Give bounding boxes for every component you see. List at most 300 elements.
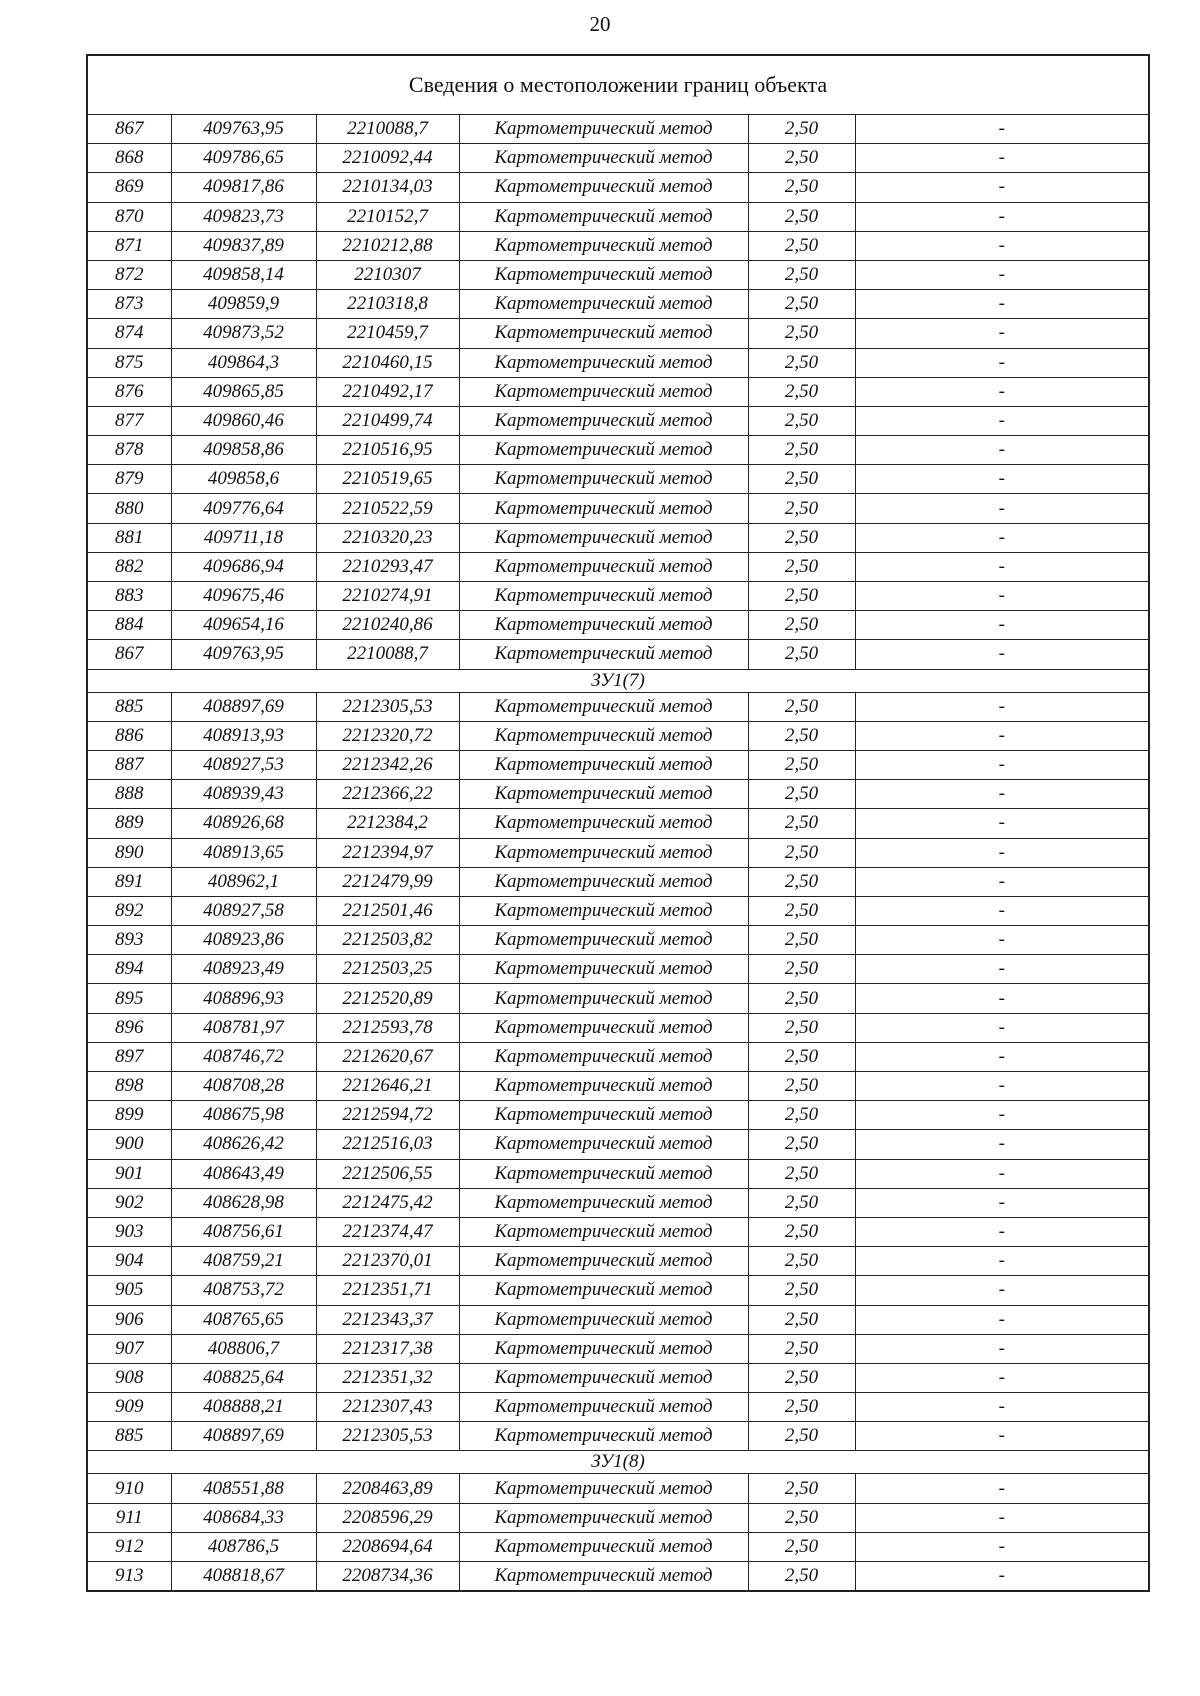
- y-coordinate-cell: 2210293,47: [316, 552, 459, 581]
- method-cell: Картометрический метод: [459, 640, 748, 669]
- table-row: [87, 231, 1149, 260]
- accuracy-cell: 2,50: [748, 611, 855, 640]
- table-row: [87, 1101, 1149, 1130]
- y-coordinate-cell: 2212593,78: [316, 1013, 459, 1042]
- table-row: [87, 692, 1149, 721]
- point-number-cell: 910: [87, 1474, 171, 1503]
- x-coordinate-cell: 408939,43: [171, 780, 316, 809]
- method-cell: Картометрический метод: [459, 1305, 748, 1334]
- table-row: [87, 1305, 1149, 1334]
- note-cell: -: [855, 173, 1149, 202]
- accuracy-cell: 2,50: [748, 231, 855, 260]
- method-cell: Картометрический метод: [459, 260, 748, 289]
- point-number-cell: 873: [87, 290, 171, 319]
- point-number-cell: 901: [87, 1159, 171, 1188]
- table-row: [87, 465, 1149, 494]
- y-coordinate-cell: 2210522,59: [316, 494, 459, 523]
- point-number-cell: 874: [87, 319, 171, 348]
- x-coordinate-cell: 408818,67: [171, 1562, 316, 1592]
- method-cell: Картометрический метод: [459, 115, 748, 144]
- point-number-cell: 898: [87, 1072, 171, 1101]
- table-row: [87, 1532, 1149, 1561]
- y-coordinate-cell: 2210499,74: [316, 406, 459, 435]
- note-cell: -: [855, 319, 1149, 348]
- note-cell: -: [855, 582, 1149, 611]
- method-cell: Картометрический метод: [459, 494, 748, 523]
- note-cell: -: [855, 523, 1149, 552]
- x-coordinate-cell: 409675,46: [171, 582, 316, 611]
- method-cell: Картометрический метод: [459, 926, 748, 955]
- table-row: [87, 348, 1149, 377]
- x-coordinate-cell: 409776,64: [171, 494, 316, 523]
- note-cell: -: [855, 896, 1149, 925]
- method-cell: Картометрический метод: [459, 1562, 748, 1592]
- note-cell: -: [855, 984, 1149, 1013]
- accuracy-cell: 2,50: [748, 780, 855, 809]
- x-coordinate-cell: 409786,65: [171, 144, 316, 173]
- point-number-cell: 900: [87, 1130, 171, 1159]
- y-coordinate-cell: 2212594,72: [316, 1101, 459, 1130]
- accuracy-cell: 2,50: [748, 260, 855, 289]
- accuracy-cell: 2,50: [748, 523, 855, 552]
- accuracy-cell: 2,50: [748, 1013, 855, 1042]
- method-cell: Картометрический метод: [459, 611, 748, 640]
- x-coordinate-cell: 408675,98: [171, 1101, 316, 1130]
- x-coordinate-cell: 408628,98: [171, 1188, 316, 1217]
- table-row: [87, 319, 1149, 348]
- method-cell: Картометрический метод: [459, 582, 748, 611]
- y-coordinate-cell: 2210212,88: [316, 231, 459, 260]
- y-coordinate-cell: 2208463,89: [316, 1474, 459, 1503]
- method-cell: Картометрический метод: [459, 955, 748, 984]
- note-cell: -: [855, 1217, 1149, 1246]
- point-number-cell: 870: [87, 202, 171, 231]
- note-cell: -: [855, 465, 1149, 494]
- table-body: [87, 55, 1149, 1591]
- point-number-cell: 902: [87, 1188, 171, 1217]
- note-cell: -: [855, 260, 1149, 289]
- note-cell: -: [855, 867, 1149, 896]
- point-number-cell: 892: [87, 896, 171, 925]
- accuracy-cell: 2,50: [748, 1217, 855, 1246]
- table-row: [87, 552, 1149, 581]
- x-coordinate-cell: 409865,85: [171, 377, 316, 406]
- y-coordinate-cell: 2210274,91: [316, 582, 459, 611]
- y-coordinate-cell: 2210318,8: [316, 290, 459, 319]
- y-coordinate-cell: 2210240,86: [316, 611, 459, 640]
- table-row: [87, 1562, 1149, 1592]
- method-cell: Картометрический метод: [459, 867, 748, 896]
- accuracy-cell: 2,50: [748, 1305, 855, 1334]
- x-coordinate-cell: 408759,21: [171, 1247, 316, 1276]
- y-coordinate-cell: 2212503,82: [316, 926, 459, 955]
- note-cell: -: [855, 1247, 1149, 1276]
- note-cell: -: [855, 348, 1149, 377]
- x-coordinate-cell: 408643,49: [171, 1159, 316, 1188]
- note-cell: -: [855, 1562, 1149, 1592]
- y-coordinate-cell: 2210152,7: [316, 202, 459, 231]
- table-row: [87, 290, 1149, 319]
- point-number-cell: 893: [87, 926, 171, 955]
- table-row: [87, 1159, 1149, 1188]
- point-number-cell: 905: [87, 1276, 171, 1305]
- table-row: [87, 780, 1149, 809]
- y-coordinate-cell: 2208734,36: [316, 1562, 459, 1592]
- y-coordinate-cell: 2212516,03: [316, 1130, 459, 1159]
- x-coordinate-cell: 409858,86: [171, 436, 316, 465]
- y-coordinate-cell: 2212374,47: [316, 1217, 459, 1246]
- table-row: [87, 1188, 1149, 1217]
- accuracy-cell: 2,50: [748, 1276, 855, 1305]
- table-row: [87, 436, 1149, 465]
- y-coordinate-cell: 2212501,46: [316, 896, 459, 925]
- table-row: [87, 721, 1149, 750]
- point-number-cell: 888: [87, 780, 171, 809]
- point-number-cell: 880: [87, 494, 171, 523]
- note-cell: -: [855, 926, 1149, 955]
- y-coordinate-cell: 2212370,01: [316, 1247, 459, 1276]
- method-cell: Картометрический метод: [459, 552, 748, 581]
- note-cell: -: [855, 1101, 1149, 1130]
- x-coordinate-cell: 409859,9: [171, 290, 316, 319]
- method-cell: Картометрический метод: [459, 1276, 748, 1305]
- table-row: [87, 838, 1149, 867]
- note-cell: -: [855, 692, 1149, 721]
- accuracy-cell: 2,50: [748, 1159, 855, 1188]
- x-coordinate-cell: 408913,65: [171, 838, 316, 867]
- point-number-cell: 879: [87, 465, 171, 494]
- x-coordinate-cell: 409654,16: [171, 611, 316, 640]
- note-cell: -: [855, 1474, 1149, 1503]
- note-cell: -: [855, 611, 1149, 640]
- accuracy-cell: 2,50: [748, 173, 855, 202]
- note-cell: -: [855, 721, 1149, 750]
- note-cell: -: [855, 1532, 1149, 1561]
- table-row: [87, 640, 1149, 669]
- x-coordinate-cell: 408927,53: [171, 750, 316, 779]
- note-cell: -: [855, 115, 1149, 144]
- table-row: [87, 1393, 1149, 1422]
- accuracy-cell: 2,50: [748, 838, 855, 867]
- method-cell: Картометрический метод: [459, 1159, 748, 1188]
- note-cell: -: [855, 750, 1149, 779]
- x-coordinate-cell: 408746,72: [171, 1042, 316, 1071]
- x-coordinate-cell: 408927,58: [171, 896, 316, 925]
- table-row: [87, 1503, 1149, 1532]
- boundary-coordinates-table: [86, 54, 1150, 1592]
- accuracy-cell: 2,50: [748, 582, 855, 611]
- y-coordinate-cell: 2208694,64: [316, 1532, 459, 1561]
- table-row: [87, 984, 1149, 1013]
- method-cell: Картометрический метод: [459, 984, 748, 1013]
- x-coordinate-cell: 408753,72: [171, 1276, 316, 1305]
- method-cell: Картометрический метод: [459, 1130, 748, 1159]
- y-coordinate-cell: 2212320,72: [316, 721, 459, 750]
- y-coordinate-cell: 2210459,7: [316, 319, 459, 348]
- point-number-cell: 891: [87, 867, 171, 896]
- x-coordinate-cell: 409823,73: [171, 202, 316, 231]
- method-cell: Картометрический метод: [459, 377, 748, 406]
- y-coordinate-cell: 2212366,22: [316, 780, 459, 809]
- accuracy-cell: 2,50: [748, 115, 855, 144]
- y-coordinate-cell: 2212305,53: [316, 692, 459, 721]
- method-cell: Картометрический метод: [459, 1188, 748, 1217]
- point-number-cell: 867: [87, 640, 171, 669]
- x-coordinate-cell: 409858,14: [171, 260, 316, 289]
- point-number-cell: 897: [87, 1042, 171, 1071]
- method-cell: Картометрический метод: [459, 721, 748, 750]
- y-coordinate-cell: 2212506,55: [316, 1159, 459, 1188]
- accuracy-cell: 2,50: [748, 1503, 855, 1532]
- method-cell: Картометрический метод: [459, 436, 748, 465]
- x-coordinate-cell: 408684,33: [171, 1503, 316, 1532]
- method-cell: Картометрический метод: [459, 1042, 748, 1071]
- x-coordinate-cell: 408923,86: [171, 926, 316, 955]
- table-row: [87, 611, 1149, 640]
- y-coordinate-cell: 2212351,71: [316, 1276, 459, 1305]
- x-coordinate-cell: 409763,95: [171, 115, 316, 144]
- section-label: ЗУ1(8): [87, 1451, 1149, 1474]
- accuracy-cell: 2,50: [748, 1072, 855, 1101]
- table-row: [87, 867, 1149, 896]
- x-coordinate-cell: 408765,65: [171, 1305, 316, 1334]
- point-number-cell: 896: [87, 1013, 171, 1042]
- method-cell: Картометрический метод: [459, 1503, 748, 1532]
- x-coordinate-cell: 409763,95: [171, 640, 316, 669]
- table-title: Сведения о местоположении границ объекта: [87, 55, 1149, 115]
- y-coordinate-cell: 2210088,7: [316, 640, 459, 669]
- accuracy-cell: 2,50: [748, 1042, 855, 1071]
- method-cell: Картометрический метод: [459, 202, 748, 231]
- accuracy-cell: 2,50: [748, 348, 855, 377]
- note-cell: -: [855, 290, 1149, 319]
- point-number-cell: 872: [87, 260, 171, 289]
- accuracy-cell: 2,50: [748, 552, 855, 581]
- table-row: [87, 377, 1149, 406]
- method-cell: Картометрический метод: [459, 750, 748, 779]
- x-coordinate-cell: 408551,88: [171, 1474, 316, 1503]
- y-coordinate-cell: 2212394,97: [316, 838, 459, 867]
- accuracy-cell: 2,50: [748, 1101, 855, 1130]
- point-number-cell: 908: [87, 1363, 171, 1392]
- note-cell: -: [855, 406, 1149, 435]
- accuracy-cell: 2,50: [748, 290, 855, 319]
- point-number-cell: 907: [87, 1334, 171, 1363]
- note-cell: -: [855, 494, 1149, 523]
- point-number-cell: 913: [87, 1562, 171, 1592]
- note-cell: -: [855, 1013, 1149, 1042]
- accuracy-cell: 2,50: [748, 319, 855, 348]
- y-coordinate-cell: 2212305,53: [316, 1422, 459, 1451]
- x-coordinate-cell: 408926,68: [171, 809, 316, 838]
- accuracy-cell: 2,50: [748, 750, 855, 779]
- table-row: [87, 202, 1149, 231]
- x-coordinate-cell: 408896,93: [171, 984, 316, 1013]
- point-number-cell: 906: [87, 1305, 171, 1334]
- method-cell: Картометрический метод: [459, 1101, 748, 1130]
- method-cell: Картометрический метод: [459, 406, 748, 435]
- note-cell: -: [855, 1188, 1149, 1217]
- table-row: [87, 1130, 1149, 1159]
- method-cell: Картометрический метод: [459, 1013, 748, 1042]
- accuracy-cell: 2,50: [748, 867, 855, 896]
- point-number-cell: 876: [87, 377, 171, 406]
- accuracy-cell: 2,50: [748, 202, 855, 231]
- method-cell: Картометрический метод: [459, 1072, 748, 1101]
- method-cell: Картометрический метод: [459, 896, 748, 925]
- x-coordinate-cell: 408897,69: [171, 1422, 316, 1451]
- accuracy-cell: 2,50: [748, 721, 855, 750]
- accuracy-cell: 2,50: [748, 1562, 855, 1592]
- note-cell: -: [855, 1130, 1149, 1159]
- section-header-row: [87, 1451, 1149, 1474]
- point-number-cell: 903: [87, 1217, 171, 1246]
- table-row: [87, 1042, 1149, 1071]
- point-number-cell: 899: [87, 1101, 171, 1130]
- y-coordinate-cell: 2210516,95: [316, 436, 459, 465]
- x-coordinate-cell: 408897,69: [171, 692, 316, 721]
- accuracy-cell: 2,50: [748, 1188, 855, 1217]
- note-cell: -: [855, 955, 1149, 984]
- y-coordinate-cell: 2212317,38: [316, 1334, 459, 1363]
- point-number-cell: 877: [87, 406, 171, 435]
- accuracy-cell: 2,50: [748, 640, 855, 669]
- table-row: [87, 1474, 1149, 1503]
- method-cell: Картометрический метод: [459, 809, 748, 838]
- method-cell: Картометрический метод: [459, 231, 748, 260]
- point-number-cell: 878: [87, 436, 171, 465]
- table-row: [87, 1422, 1149, 1451]
- y-coordinate-cell: 2210088,7: [316, 115, 459, 144]
- table-row: [87, 494, 1149, 523]
- point-number-cell: 885: [87, 692, 171, 721]
- table-row: [87, 1013, 1149, 1042]
- x-coordinate-cell: 409873,52: [171, 319, 316, 348]
- x-coordinate-cell: 409711,18: [171, 523, 316, 552]
- note-cell: -: [855, 1305, 1149, 1334]
- note-cell: -: [855, 1159, 1149, 1188]
- accuracy-cell: 2,50: [748, 1363, 855, 1392]
- point-number-cell: 890: [87, 838, 171, 867]
- x-coordinate-cell: 408825,64: [171, 1363, 316, 1392]
- x-coordinate-cell: 408806,7: [171, 1334, 316, 1363]
- y-coordinate-cell: 2212351,32: [316, 1363, 459, 1392]
- table-row: [87, 1072, 1149, 1101]
- y-coordinate-cell: 2212475,42: [316, 1188, 459, 1217]
- x-coordinate-cell: 409860,46: [171, 406, 316, 435]
- note-cell: -: [855, 1276, 1149, 1305]
- accuracy-cell: 2,50: [748, 1532, 855, 1561]
- point-number-cell: 909: [87, 1393, 171, 1422]
- accuracy-cell: 2,50: [748, 809, 855, 838]
- point-number-cell: 867: [87, 115, 171, 144]
- accuracy-cell: 2,50: [748, 1334, 855, 1363]
- note-cell: -: [855, 780, 1149, 809]
- method-cell: Картометрический метод: [459, 290, 748, 319]
- accuracy-cell: 2,50: [748, 436, 855, 465]
- point-number-cell: 884: [87, 611, 171, 640]
- method-cell: Картометрический метод: [459, 523, 748, 552]
- accuracy-cell: 2,50: [748, 144, 855, 173]
- x-coordinate-cell: 409858,6: [171, 465, 316, 494]
- note-cell: -: [855, 838, 1149, 867]
- accuracy-cell: 2,50: [748, 406, 855, 435]
- note-cell: -: [855, 1503, 1149, 1532]
- point-number-cell: 895: [87, 984, 171, 1013]
- point-number-cell: 875: [87, 348, 171, 377]
- y-coordinate-cell: 2212343,37: [316, 1305, 459, 1334]
- table-row: [87, 144, 1149, 173]
- method-cell: Картометрический метод: [459, 144, 748, 173]
- note-cell: -: [855, 231, 1149, 260]
- y-coordinate-cell: 2210092,44: [316, 144, 459, 173]
- note-cell: -: [855, 1042, 1149, 1071]
- note-cell: -: [855, 1422, 1149, 1451]
- x-coordinate-cell: 408708,28: [171, 1072, 316, 1101]
- x-coordinate-cell: 408756,61: [171, 1217, 316, 1246]
- table-row: [87, 406, 1149, 435]
- table-row: [87, 115, 1149, 144]
- method-cell: Картометрический метод: [459, 692, 748, 721]
- method-cell: Картометрический метод: [459, 1217, 748, 1246]
- point-number-cell: 881: [87, 523, 171, 552]
- table-row: [87, 955, 1149, 984]
- y-coordinate-cell: 2210460,15: [316, 348, 459, 377]
- point-number-cell: 886: [87, 721, 171, 750]
- y-coordinate-cell: 2210320,23: [316, 523, 459, 552]
- table-row: [87, 896, 1149, 925]
- point-number-cell: 912: [87, 1532, 171, 1561]
- y-coordinate-cell: 2210134,03: [316, 173, 459, 202]
- accuracy-cell: 2,50: [748, 1393, 855, 1422]
- method-cell: Картометрический метод: [459, 465, 748, 494]
- y-coordinate-cell: 2212620,67: [316, 1042, 459, 1071]
- point-number-cell: 889: [87, 809, 171, 838]
- point-number-cell: 904: [87, 1247, 171, 1276]
- point-number-cell: 887: [87, 750, 171, 779]
- accuracy-cell: 2,50: [748, 1247, 855, 1276]
- table-title-row: [87, 55, 1149, 115]
- accuracy-cell: 2,50: [748, 1422, 855, 1451]
- note-cell: -: [855, 144, 1149, 173]
- method-cell: Картометрический метод: [459, 1334, 748, 1363]
- point-number-cell: 883: [87, 582, 171, 611]
- x-coordinate-cell: 409686,94: [171, 552, 316, 581]
- accuracy-cell: 2,50: [748, 494, 855, 523]
- section-label: ЗУ1(7): [87, 669, 1149, 692]
- x-coordinate-cell: 409837,89: [171, 231, 316, 260]
- point-number-cell: 911: [87, 1503, 171, 1532]
- table-row: [87, 173, 1149, 202]
- point-number-cell: 885: [87, 1422, 171, 1451]
- x-coordinate-cell: 408913,93: [171, 721, 316, 750]
- note-cell: -: [855, 202, 1149, 231]
- method-cell: Картометрический метод: [459, 838, 748, 867]
- x-coordinate-cell: 409817,86: [171, 173, 316, 202]
- note-cell: -: [855, 436, 1149, 465]
- x-coordinate-cell: 408626,42: [171, 1130, 316, 1159]
- table-row: [87, 582, 1149, 611]
- table-row: [87, 809, 1149, 838]
- note-cell: -: [855, 1072, 1149, 1101]
- y-coordinate-cell: 2212384,2: [316, 809, 459, 838]
- y-coordinate-cell: 2212307,43: [316, 1393, 459, 1422]
- accuracy-cell: 2,50: [748, 926, 855, 955]
- method-cell: Картометрический метод: [459, 1363, 748, 1392]
- table-row: [87, 523, 1149, 552]
- accuracy-cell: 2,50: [748, 1130, 855, 1159]
- table-row: [87, 1363, 1149, 1392]
